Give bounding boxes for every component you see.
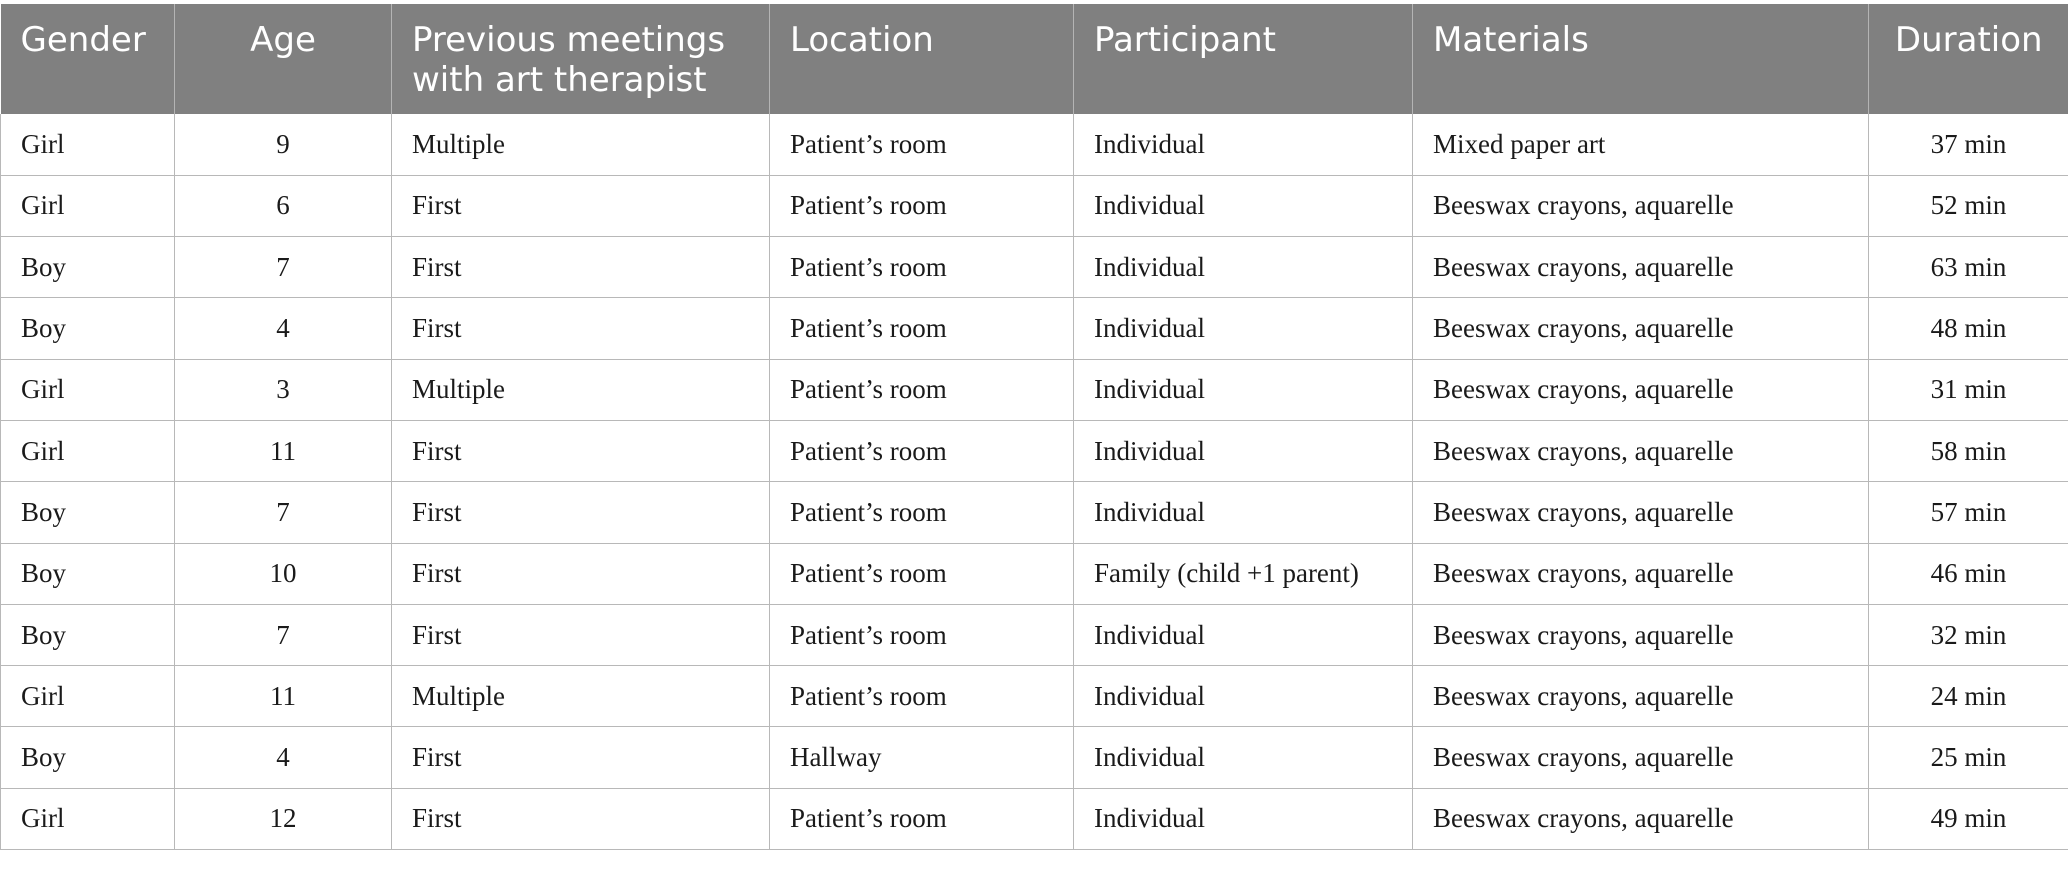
cell-age: 7 xyxy=(175,604,392,665)
cell-materials: Beeswax crayons, aquarelle xyxy=(1413,666,1869,727)
cell-participant: Individual xyxy=(1074,298,1413,359)
cell-previous-meetings: First xyxy=(392,543,770,604)
cell-gender: Boy xyxy=(1,727,175,788)
cell-location: Patient’s room xyxy=(770,114,1074,175)
cell-duration: 48 min xyxy=(1869,298,2068,359)
cell-previous-meetings: First xyxy=(392,175,770,236)
cell-duration: 25 min xyxy=(1869,727,2068,788)
cell-previous-meetings: Multiple xyxy=(392,359,770,420)
cell-location: Patient’s room xyxy=(770,420,1074,481)
cell-participant: Individual xyxy=(1074,237,1413,298)
cell-gender: Boy xyxy=(1,543,175,604)
header-materials: Materials xyxy=(1413,4,1869,114)
cell-age: 9 xyxy=(175,114,392,175)
cell-age: 4 xyxy=(175,727,392,788)
cell-location: Patient’s room xyxy=(770,359,1074,420)
cell-participant: Individual xyxy=(1074,359,1413,420)
cell-duration: 63 min xyxy=(1869,237,2068,298)
cell-duration: 52 min xyxy=(1869,175,2068,236)
cell-duration: 49 min xyxy=(1869,788,2068,849)
header-gender: Gender xyxy=(1,4,175,114)
header-location: Location xyxy=(770,4,1074,114)
header-participant: Participant xyxy=(1074,4,1413,114)
cell-materials: Beeswax crayons, aquarelle xyxy=(1413,298,1869,359)
table-body xyxy=(1,114,2068,850)
table-header xyxy=(1,4,2068,114)
cell-location: Patient’s room xyxy=(770,237,1074,298)
cell-participant: Individual xyxy=(1074,666,1413,727)
cell-materials: Beeswax crayons, aquarelle xyxy=(1413,727,1869,788)
cell-location: Patient’s room xyxy=(770,604,1074,665)
cell-materials: Beeswax crayons, aquarelle xyxy=(1413,175,1869,236)
cell-gender: Boy xyxy=(1,604,175,665)
table-row xyxy=(1,114,2068,175)
cell-gender: Girl xyxy=(1,175,175,236)
cell-gender: Girl xyxy=(1,420,175,481)
table-row xyxy=(1,666,2068,727)
cell-age: 11 xyxy=(175,420,392,481)
cell-participant: Individual xyxy=(1074,604,1413,665)
cell-previous-meetings: First xyxy=(392,788,770,849)
cell-previous-meetings: Multiple xyxy=(392,114,770,175)
cell-age: 11 xyxy=(175,666,392,727)
cell-age: 6 xyxy=(175,175,392,236)
cell-previous-meetings: First xyxy=(392,604,770,665)
header-row xyxy=(1,4,2068,114)
table-row xyxy=(1,359,2068,420)
cell-previous-meetings: First xyxy=(392,237,770,298)
cell-duration: 37 min xyxy=(1869,114,2068,175)
table-row xyxy=(1,543,2068,604)
cell-gender: Girl xyxy=(1,788,175,849)
cell-age: 7 xyxy=(175,482,392,543)
header-age: Age xyxy=(175,4,392,114)
cell-participant: Individual xyxy=(1074,482,1413,543)
cell-location: Patient’s room xyxy=(770,298,1074,359)
table-row xyxy=(1,237,2068,298)
table-row xyxy=(1,175,2068,236)
cell-materials: Mixed paper art xyxy=(1413,114,1869,175)
cell-materials: Beeswax crayons, aquarelle xyxy=(1413,788,1869,849)
cell-gender: Girl xyxy=(1,114,175,175)
cell-location: Hallway xyxy=(770,727,1074,788)
cell-previous-meetings: Multiple xyxy=(392,666,770,727)
art-therapy-sessions-table xyxy=(0,4,2068,850)
cell-participant: Individual xyxy=(1074,727,1413,788)
cell-previous-meetings: First xyxy=(392,298,770,359)
cell-duration: 58 min xyxy=(1869,420,2068,481)
cell-location: Patient’s room xyxy=(770,543,1074,604)
cell-participant: Individual xyxy=(1074,788,1413,849)
cell-previous-meetings: First xyxy=(392,482,770,543)
cell-participant: Individual xyxy=(1074,420,1413,481)
cell-gender: Boy xyxy=(1,482,175,543)
header-previous-meetings: Previous meetings with art therapist xyxy=(392,4,770,114)
table-row xyxy=(1,604,2068,665)
cell-age: 12 xyxy=(175,788,392,849)
cell-materials: Beeswax crayons, aquarelle xyxy=(1413,359,1869,420)
cell-gender: Boy xyxy=(1,237,175,298)
table-row xyxy=(1,482,2068,543)
cell-duration: 57 min xyxy=(1869,482,2068,543)
cell-previous-meetings: First xyxy=(392,727,770,788)
cell-duration: 46 min xyxy=(1869,543,2068,604)
table-row xyxy=(1,727,2068,788)
cell-location: Patient’s room xyxy=(770,788,1074,849)
table-row xyxy=(1,298,2068,359)
cell-previous-meetings: First xyxy=(392,420,770,481)
table-row xyxy=(1,788,2068,849)
cell-gender: Girl xyxy=(1,359,175,420)
cell-location: Patient’s room xyxy=(770,175,1074,236)
cell-materials: Beeswax crayons, aquarelle xyxy=(1413,420,1869,481)
table-row xyxy=(1,420,2068,481)
art-therapy-sessions-table-wrapper xyxy=(0,4,2068,850)
cell-location: Patient’s room xyxy=(770,482,1074,543)
cell-duration: 32 min xyxy=(1869,604,2068,665)
cell-gender: Girl xyxy=(1,666,175,727)
cell-age: 10 xyxy=(175,543,392,604)
cell-participant: Family (child +1 parent) xyxy=(1074,543,1413,604)
header-duration: Duration xyxy=(1894,20,2043,60)
cell-duration: 24 min xyxy=(1869,666,2068,727)
cell-age: 3 xyxy=(175,359,392,420)
cell-materials: Beeswax crayons, aquarelle xyxy=(1413,482,1869,543)
cell-location: Patient’s room xyxy=(770,666,1074,727)
cell-materials: Beeswax crayons, aquarelle xyxy=(1413,604,1869,665)
cell-participant: Individual xyxy=(1074,175,1413,236)
cell-materials: Beeswax crayons, aquarelle xyxy=(1413,543,1869,604)
cell-materials: Beeswax crayons, aquarelle xyxy=(1413,237,1869,298)
cell-age: 4 xyxy=(175,298,392,359)
cell-participant: Individual xyxy=(1074,114,1413,175)
cell-gender: Boy xyxy=(1,298,175,359)
cell-age: 7 xyxy=(175,237,392,298)
cell-duration: 31 min xyxy=(1869,359,2068,420)
